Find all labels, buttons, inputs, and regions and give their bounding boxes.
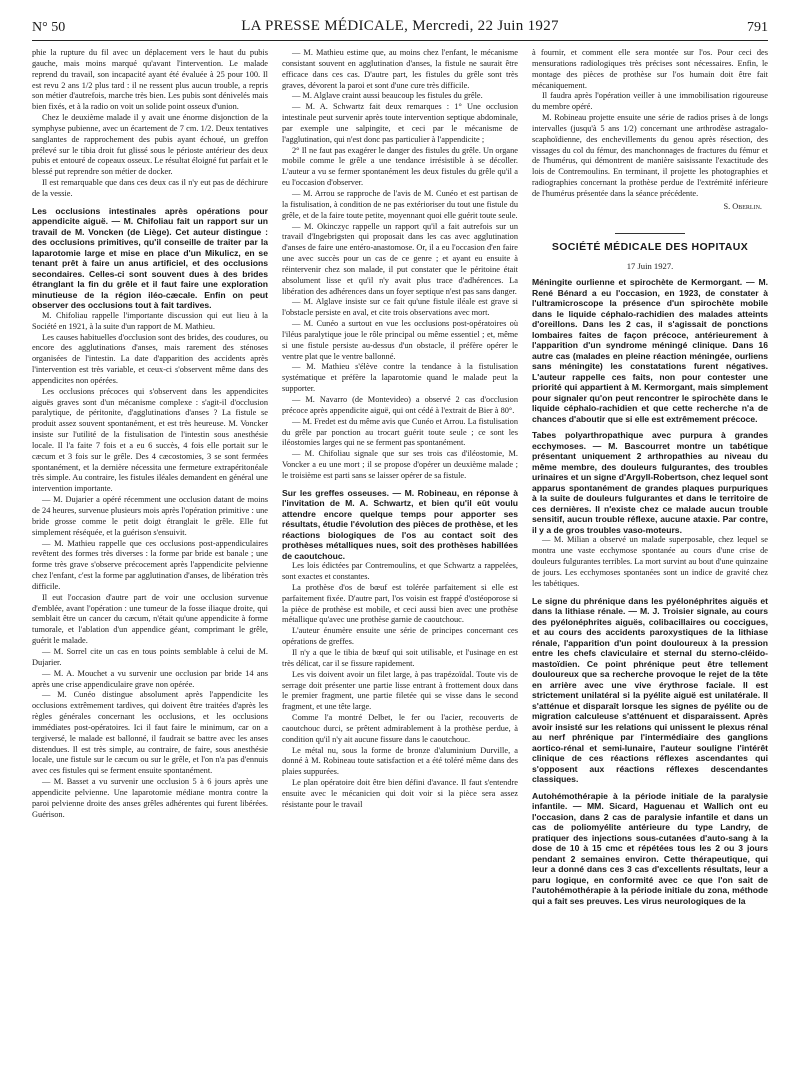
paragraph: Comme l'a montré Delbet, le fer ou l'acier, recouverts de caoutchouc durci, se prêtent admirablement à la prothèse perdue, à condition qu'il n'y ait aucune fissure dans le caoutchouc. — [282, 713, 518, 744]
paragraph: Le plan opératoire doit être bien défini d'avance. Il faut s'entendre ensuite avec le mécanicien qui doit voir si la pièce sera assez résistante pour le travail — [282, 778, 518, 809]
paragraph: Chez le deuxième malade il y avait une énorme disjonction de la symphyse pubienne, avec un écartement de 7 cm. 1/2. Deux tentatives sanglantes de rapprochement des pubis ayant échoué, un greffon prélevé sur le tibia droit fut glissé sous le périoste antérieur des deux pubis et entouré de copeaux osseux. Le résultat éloigné fut parfait et le blessé put reprendre son métier de docker. — [32, 113, 268, 177]
paragraph: Les occlusions précoces qui s'observent dans les appendicites aiguës graves sont d'un mécanisme complexe : s'agit-il d'occlusion paralytique, de péritonite, d'agglutinations d'anses ? La fistule se produit assez souvent spontanément, et est très heureuse. M. Voncker insiste sur l'utilité de la fistulisation de l'intestin sous anesthésie locale. Il l'a faite 7 fois et a eu 6 succès, 4 fois elle portait sur le cæcum et 3 fois sur le grêle. Des 4 cæcostomies, 3 se sont fermées spontanément, et la dernière nécessita une fermeture extrapéritonéale très simple. Au contraire, les fistules iléales demandent en général une intervention importante. — [32, 386, 268, 494]
paragraph: Il faudra après l'opération veiller à une immobilisation rigoureuse du membre opéré. — [532, 91, 768, 112]
paragraph: à fournir, et comment elle sera montée sur l'os. Pour ceci des mensurations radiologiques très précises sont nécessaires. Enfin, le montage des pièces de prothèse sur l'os humain doit être fait mécaniquement. — [532, 48, 768, 90]
paragraph: — M. A. Mouchet a vu survenir une occlusion par bride 14 ans après une crise appendiculaire grave non opérée. — [32, 668, 268, 689]
paragraph: — M. Mathieu s'élève contre la tendance à la fistulisation systématique et préfère la laparotomie quand le malade peut la supporter. — [282, 362, 518, 394]
paragraph: Les causes habituelles d'occlusion sont des brides, des coudures, ou encore des agglutinations d'anses, mais rarement des sténoses organisées de l'intestin. La date d'apparition des accidents après l'intervention est très variable, et ceux-ci s'observent même dans des appendicites non opérées. — [32, 332, 268, 385]
paragraph: Il est remarquable que dans ces deux cas il n'y eut pas de déchirure de la vessie. — [32, 178, 268, 198]
paragraph: Les vis doivent avoir un filet large, à pas trapézoïdal. Toute vis de serrage doit présenter une partie lisse entrant à frottement doux dans le premier fragment, une partie filetée qui se visse dans le second fragment, et une tête large. — [282, 669, 518, 712]
paragraph: Les lois édictées par Contremoulins, et que Schwartz a rappelées, sont exactes et constantes. — [282, 561, 518, 582]
paragraph: phie la rupture du fil avec un déplacement vers le haut du pubis gauche, mais moins marqué qu'avant l'intervention. Le malade reprend du travail, son incapacité ayant été évaluée à 25 pour 100. Il est revu 2 ans 1/2 plus tard : il ne ressent plus aucun trouble, a repris son métier d'autrefois, marche très bien. Les pubis sont dénivelés mais bien fixés, et à la radio on voit un solide point osseux d'union. — [32, 48, 268, 112]
paragraph: — M. Dujarier a opéré récemment une occlusion datant de moins de 24 heures, survenue plusieurs mois après l'opération primitive : une bride grosse comme le petit doigt étranglait le grêle. Elle fut simplement réséquée, et la guérison s'ensuivit. — [32, 495, 268, 537]
section-date: 17 Juin 1927. — [626, 260, 674, 271]
paragraph: La prothèse d'os de bœuf est tolérée parfaitement si elle est parfaitement fixée. D'autre part, l'os voisin est frappé d'ostéoporose si la pièce de prothèse est mobile, et ceci aussi bien avec une prothèse métallique qu'avec une prothèse garnie de caoutchouc. — [282, 582, 518, 625]
paragraph: Il eut l'occasion d'autre part de voir une occlusion survenue d'emblée, avant l'opération : une tumeur de la fosse iliaque droite, qui semblait être un cancer du cæcum, n'était qu'une appendicite à forme tumorale, et l'ablation d'un appendice géant, comprimant le grêle, guérit le malade. — [32, 592, 268, 646]
column-3 — [532, 48, 768, 1074]
paragraph: — M. A. Schwartz fait deux remarques : 1° Une occlusion intestinale peut survenir après toute intervention septique abdominale, par exemple une salpingite, et ceci par le mécanisme de l'agglutination, qui n'est donc pas particulier à l'appendicite ; — [282, 102, 518, 144]
paragraph: — M. Cunéo distingue absolument après l'appendicite les occlusions extrêmement tardives, qui doivent être traitées d'après les règles générales concernant les occlusions, et les occlusions immédiates post-opératoires. Ici il faut faire le minimum, car on a tergiversé, le malade est ballonné, il faudrait se battre avec les anses distendues. Il est très simple, au contraire, de faire, sous anesthésie locale, une fistule sur le cæcum ou sur le grêle, et l'on n'a pas d'ennuis avec ces fistules qui se ferment ensuite spontanément. — [32, 690, 268, 776]
article-heading-paragraph: Méningite ourlienne et spirochète de Kermorgant. — M. René Bénard a eu l'occasion, en 1923, de constater à l'ultramicroscope la présence d'un spirochète mobile dans le liquide céphalo-rachidien des malades atteints d'oreillons. Dans les 2 cas, il s'agissait de ponctions lombaires faites de façon précoce, antérieurement à l'apparition d'un syndrome méningé clinique. Dans 16 autre cas (malades en pleine réaction méningée, ourliens sans méningite) les constatations furent négatives. L'auteur rappelle ces faits, non pour contester une priorité qui appartient à M. Kermorgant, mais simplement pour signaler qu'on peut rencontrer le spirochète dans le liquide céphalo-rachidien et que cette recherche n'a de chances d'aboutir que si elle est extrêmement précoce. — [532, 277, 768, 424]
section-title: SOCIÉTÉ MÉDICALE DES HOPITAUX — [551, 240, 749, 253]
journal-title: LA PRESSE MÉDICALE, Mercredi, 22 Juin 1927 — [241, 18, 559, 34]
column-2 — [282, 48, 518, 1074]
paragraph: — M. Sorrel cite un cas en tous points semblable à celui de M. Dujarier. — [32, 646, 268, 667]
paragraph: — M. Alglave craint aussi beaucoup les fistules du grêle. — [292, 91, 483, 101]
page-header — [32, 18, 768, 41]
article-heading-paragraph: Tabes polyarthropathique avec purpura à grandes ecchymoses. — M. Bascourret montre un tabétique présentant uniquement 2 arthropathies au niveau du même membre, des douleurs fulgurantes, des troubles urinaires et un signe d'Argyll-Robertson, chez lequel sont apparus spontanément de grandes plaques purpuriques à la suite de douleurs fulgurantes et dans le territoire de ces dernières. Il n'existe chez ce malade aucun trouble sensitif, aucun trouble réflexe, aucune ataxie. Par contre, il y a de gros troubles vaso-moteurs. — [532, 430, 768, 535]
article-heading-paragraph: Le signe du phrénique dans les pyélonéphrites aiguës et dans la lithiase rénale. — M. J. Troisier signale, au cours des pyélonéphrites aiguës, colibacillaires ou coccigues, et au cours des accidents paroxystiques de la lithiase rénale, l'apparition d'un point douloureux à la pression entre les chefs claviculaire et sternal du sterno-cléido-mastoïdien. Ce point phrénique peut être tellement douloureux que sa recherche provoque le rejet de la tête en arrière avec une vive érythrose faciale. Il est strictement unilatéral si la pyélite aiguë est unilatérale. Il s'atténue et disparaît lorsque les signes de pyélite ou de migration calculeuse s'atténuent et disparaissent. Après avoir insisté sur les relations qui unissent le plexus rénal au nerf phrénique par l'intermédiaire des ganglions aortico-rénal et semi-lunaire, l'auteur souligne l'intérêt clinique de ces réactions réflexes ascendantes qui s'opposent aux réactions réflexes descendantes classiques. — [532, 595, 768, 785]
paragraph: M. Chifoliau rappelle l'importante discussion qui eut lieu à la Société en 1921, à la suite d'un rapport de M. Mathieu. — [32, 310, 268, 331]
paragraph: — M. Arrou se rapproche de l'avis de M. Cunéo et est partisan de la fistulisation, à condition de ne pas extérioriser du tout une fistule du grêle, et de la faire toute petite, moyennant quoi elle guérit toute seule. — [282, 188, 518, 220]
author-signature: S. Oberlin. — [723, 201, 762, 211]
paragraph: 2° Il ne faut pas exagérer le danger des fistules du grêle. Un organe mobile comme le grêle a une tendance irrésistible à se décoller. L'auteur a vu se fermer spontanément les deux fistules du grêle qu'il a eu l'occasion d'observer. — [282, 145, 518, 188]
paragraph: — M. Basset a vu survenir une occlusion 5 à 6 jours après une appendicite pelvienne. Une laparotomie médiane montra contre la paroi pelvienne droite des anses grêles adhérentes qui furent libérées. Guérison. — [32, 777, 268, 819]
paragraph: M. Robineau projette ensuite une série de radios prises à de longs intervalles (jusqu'à 5 ans 1/2) concernant une arthrodèse astragalo-scaphoïdienne, des enchevillements du genou après résection, des vissages du col du fémur, des manchonnages de fractures du fémur et de l'humérus, qui démontrent de manière saisissante l'exactitude des lois de Contremoulins. En terminant, il projette les photographies et radiographies concernant la prothèse perdue de l'extrémité inférieure de l'humérus présentée dans la séance précédente. — [532, 113, 768, 198]
page-number: 791 — [747, 20, 768, 35]
paragraph: — M. Mathieu estime que, au moins chez l'enfant, le mécanisme consistant souvent en agglutination d'anses, la fistule ne saurait être efficace dans ces cas. D'autre part, les fistules du grêle sont très graves, dévorent la paroi et sont d'une cure très difficile. — [282, 48, 518, 90]
issue-number: N° 50 — [32, 20, 66, 35]
paragraph: Le métal nu, sous la forme de bronze d'aluminium Durville, a donné à M. Robineau toute satisfaction et a été toléré même dans des plaies suppurées. — [282, 745, 518, 777]
paragraph: — M. Navarro (de Montevideo) a observé 2 cas d'occlusion précoce après appendicite aiguë, qui ont cédé à l'extrait de Bier à 80°. — [282, 395, 518, 415]
paragraph: — M. Cunéo a surtout en vue les occlusions post-opératoires où l'iléus paralytique joue le rôle principal ou même essentiel ; et, même si une fistule persiste au-dessus d'un obstacle, il préfère opérer le ventre plat que le ventre ballonné. — [282, 319, 518, 361]
column-1 — [32, 48, 268, 1074]
article-heading-paragraph: Sur les greffes osseuses. — M. Robineau, en réponse à l'invitation de M. A. Schwartz, et bien qu'il eût voulu attendre encore quelque temps pour apporter ses résultats, étudie l'évolution des pièces de prothèse, et les réactions biologiques de l'os au contact soit des prothèses métalliques nues, soit des prothèses habillées de caoutchouc. — [282, 487, 518, 561]
paragraph: Il n'y a que le tibia de bœuf qui soit utilisable, et l'usinage en est très délicat, car il se fissure rapidement. — [282, 648, 518, 668]
paragraph: — M. Milian a observé un malade superposable, chez lequel se montra une vaste ecchymose spontanée au cours d'une crise de douleurs fulgurantes terribles. La mort survint au bout d'une quinzaine de jours. Les ecchymoses spontanées sont un indice de gravité chez les tabétiques. — [532, 535, 768, 588]
article-heading-paragraph: Les occlusions intestinales après opérations pour appendicite aiguë. — M. Chifoliau fait un rapport sur un travail de M. Voncken (de Liège). Cet auteur distingue : des occlusions primitives, qu'il conseille de traiter par la laparotomie large et mise en place d'un Mikulicz, en se tenant prêt à faire un anus artificiel, et des occlusions secondaires. Celles-ci sont souvent dues à des brides étranglant la fin du grêle et il faut faire une exploration minutieuse de la région iléo-cæcale. Enfin on peut observer des occlusions tout à fait tardives. — [32, 205, 268, 311]
article-columns — [32, 48, 768, 1074]
paragraph: L'auteur énumère ensuite une série de principes concernant ces opérations de greffes. — [282, 626, 518, 647]
paragraph: — M. Mathieu rappelle que ces occlusions post-appendiculaires revêtent des formes très diverses : la forme par bride est banale ; une forme très grave s'observe précocement après l'appendicite pelvienne chez l'enfant, c'est la forme par agglutination d'anses, de libération très difficile. — [32, 538, 268, 591]
paragraph: — M. Alglave insiste sur ce fait qu'une fistule iléale est grave si l'obstacle persiste en aval, et cite trois observations avec mort. — [282, 297, 518, 318]
section-divider — [615, 233, 685, 234]
paragraph: — M. Chifoliau signale que sur ses trois cas d'iléostomie, M. Voncker a eu une mort ; il se propose d'opérer un deuxième malade ; le troisième est parti sans se laisser opérer de sa fistule. — [282, 449, 518, 480]
article-heading-paragraph: Autohémothérapie à la période initiale de la paralysie infantile. — MM. Sicard, Haguenau et Wallich ont eu l'occasion, dans 2 cas de paralysie infantile et dans un cas de poliomyélite antérieure du type Landry, de pratiquer des injections sous-cutanées d'auto-sang à la dose de 10 à 15 cmc et répétées tous les 2 ou 3 jours pendant 2 semaines environ. Cette thérapeutique, qui leur a donné dans ces 3 cas d'excellents résultats, leur a paru logique, en conformité avec ce que l'on sait de l'autohémothérapie à la période initiale du zona, méthode qui a fait ses preuves. Les virus neurologiques de la — [532, 790, 768, 906]
paragraph: — M. Okinczyc rappelle un rapport qu'il a fait autrefois sur un travail d'Ingebrigsten qui proposait dans les cas avec agglutination d'anses de faire une entéro-anastomose. Or, il a eu l'occasion d'en faire une avec succès pour un cas de ce genre ; et ayant eu ensuite à réintervenir chez son malade, il put constater que le péritoine était absolument lisse et qu'il n'y avait plus trace d'adhérences. La libération des adhérences dans un foyer septique n'est pas sans danger. — [282, 221, 518, 296]
paragraph: — M. Fredet est du même avis que Cunéo et Arrou. La fistulisation du grêle par ponction au trocart guérit toute seule ; ce sont les iléostomies larges qui ne se ferment pas spontanément. — [282, 416, 518, 448]
